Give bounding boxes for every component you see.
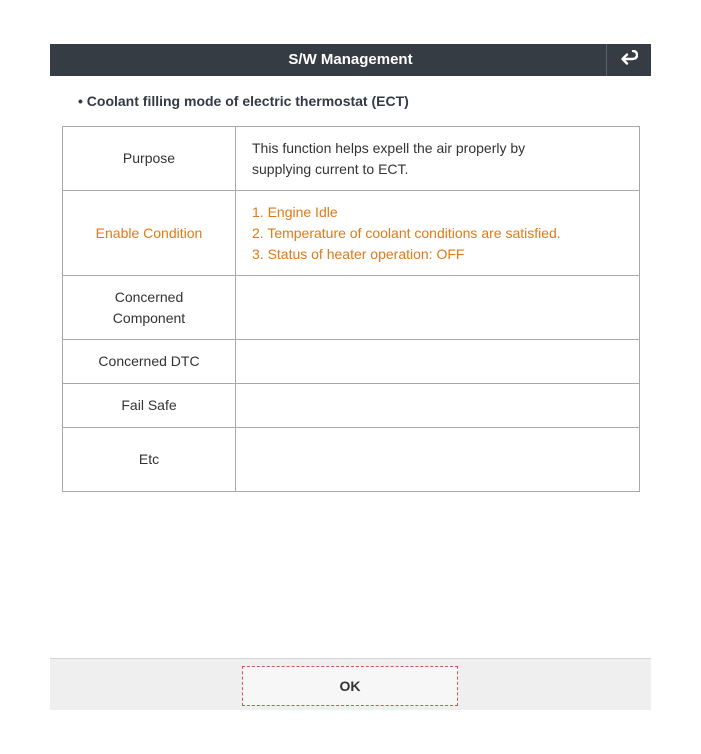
row-label-fail-safe: Fail Safe [63,384,236,428]
table-row [63,340,640,384]
return-arrow-icon [620,50,638,71]
label-line: Concerned [114,288,184,305]
footer-bar [50,658,651,710]
table-row [63,127,640,191]
value-line: supplying current to ECT. [252,160,409,177]
row-value-enable-condition [236,191,640,276]
table-row [63,191,640,276]
value-line: 3. Status of heater operation: OFF [252,245,465,262]
label-line: Component [112,309,186,326]
value-line: 1. Engine Idle [252,203,338,220]
row-label-enable-condition: Enable Condition [63,191,236,276]
section-subtitle: • Coolant filling mode of electric thermostat (ECT) [78,93,409,109]
ok-button[interactable]: OK [242,666,458,706]
title-bar [50,44,651,76]
table-row [63,428,640,492]
info-table [62,126,640,492]
table-row [63,276,640,340]
row-value-concerned-dtc [236,340,640,384]
row-value-concerned-component [236,276,640,340]
row-label-purpose: Purpose [63,127,236,191]
row-value-purpose [236,127,640,191]
row-label-concerned-dtc: Concerned DTC [63,340,236,384]
row-label-concerned-component [63,276,236,340]
table-row [63,384,640,428]
value-line: This function helps expell the air properly by [252,139,526,156]
row-value-etc [236,428,640,492]
row-label-etc: Etc [63,428,236,492]
page-title: S/W Management [288,51,413,68]
back-button[interactable] [606,44,651,76]
value-line: 2. Temperature of coolant conditions are satisfied. [252,224,561,241]
row-value-fail-safe [236,384,640,428]
